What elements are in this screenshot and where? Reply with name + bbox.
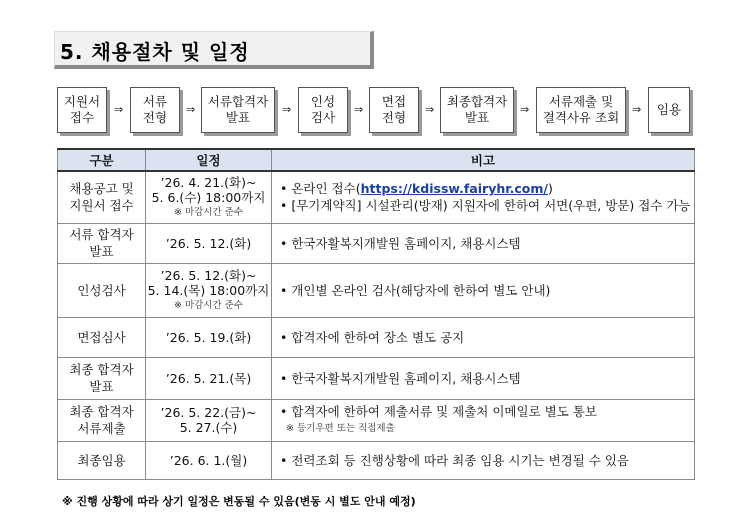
row-remarks: [272, 441, 695, 479]
flow-step-interview: [369, 87, 419, 133]
flow-arrow-icon: ⇒: [520, 103, 530, 116]
flow-step-personality-test: [298, 87, 348, 133]
flow-step-label: 인성 검사: [310, 94, 336, 125]
remark-note: ※ 등기우편 또는 직접제출: [286, 423, 395, 434]
flow-arrow-icon: ⇒: [425, 103, 435, 116]
row-remarks: [272, 357, 695, 399]
flow-step-label: 최종합격자 발표: [446, 94, 508, 125]
schedule-line: ’26. 5. 19.(화): [165, 329, 252, 345]
row-schedule: [146, 357, 272, 399]
row-remarks: [272, 399, 695, 441]
remark-line: [280, 452, 694, 469]
schedule-change-notice: ※ 진행 상황에 따라 상기 일정은 변동될 수 있음(변동 시 별도 안내 예정): [62, 495, 416, 508]
row-category: 최종 합격자 발표: [58, 357, 146, 399]
section-title: 5. 채용절차 및 일정: [60, 40, 250, 64]
application-site-link[interactable]: https://kdissw.fairyhr.com/: [360, 181, 548, 197]
remark-text: 한국자활복지개발원 홈페이지, 채용시스템: [291, 235, 521, 251]
remark-text: 합격자에 한하여 제출서류 및 제출처 이메일로 별도 통보: [291, 404, 597, 419]
row-remarks: [272, 317, 695, 357]
bullet-icon: •: [280, 329, 288, 345]
flow-step-final-result: [440, 87, 514, 133]
table-row: [58, 223, 695, 263]
remark-text: ): [547, 181, 553, 197]
row-category: 채용공고 및 지원서 접수: [58, 171, 146, 223]
row-schedule: [146, 263, 272, 317]
flow-step-document-screening: [130, 87, 180, 133]
table-row: [58, 441, 695, 479]
column-header-remarks: 비고: [272, 149, 695, 171]
flow-step-appointment: [648, 87, 690, 133]
table-row: [58, 263, 695, 317]
schedule-line: ’26. 6. 1.(월): [169, 452, 248, 468]
flow-arrow-icon: ⇒: [632, 103, 642, 116]
row-category: 인성검사: [58, 263, 146, 317]
remark-line: [280, 282, 694, 299]
schedule-line: ’26. 5. 22.(금)~: [160, 405, 257, 420]
remark-line: [280, 235, 694, 252]
row-remarks: [272, 223, 695, 263]
row-schedule: [146, 317, 272, 357]
bullet-icon: •: [280, 404, 288, 419]
bullet-icon: •: [280, 282, 288, 298]
row-category: 최종임용: [58, 441, 146, 479]
row-category: 면접심사: [58, 317, 146, 357]
flow-arrow-icon: ⇒: [114, 103, 124, 116]
schedule-line: ’26. 5. 12.(화): [165, 235, 252, 251]
remark-line: [280, 180, 694, 197]
schedule-line: ’26. 4. 21.(화)~: [160, 174, 257, 190]
table-row: [58, 399, 695, 441]
bullet-icon: •: [280, 235, 288, 251]
remark-line: [280, 197, 694, 214]
column-header-category: 구분: [58, 149, 146, 171]
recruitment-process-flow: [0, 87, 743, 135]
flow-step-label: 서류 전형: [142, 94, 168, 125]
row-schedule: [146, 441, 272, 479]
schedule-line: ’26. 5. 12.(화)~: [160, 267, 257, 283]
table-header-row: [58, 149, 695, 171]
row-category: 서류 합격자 발표: [58, 223, 146, 263]
column-header-schedule: 일정: [146, 149, 272, 171]
remark-text: 전력조회 등 진행상황에 따라 최종 임용 시기는 변경될 수 있음: [291, 452, 629, 468]
flow-step-document-submission: [536, 87, 626, 133]
remark-text: 한국자활복지개발원 홈페이지, 채용시스템: [291, 370, 521, 386]
bullet-icon: •: [280, 181, 288, 197]
remark-line: [280, 403, 694, 420]
schedule-table: [57, 148, 695, 480]
flow-arrow-icon: ⇒: [282, 103, 292, 116]
bullet-icon: •: [280, 452, 288, 468]
section-title-block: [54, 31, 378, 73]
table-row: [58, 357, 695, 399]
flow-step-label: 서류제출 및 결격사유 조회: [542, 94, 620, 125]
table-row: [58, 317, 695, 357]
bullet-icon: •: [280, 198, 288, 214]
flow-step-label: 면접 전형: [381, 94, 407, 125]
row-schedule: [146, 171, 272, 223]
flow-step-label: 지원서 접수: [63, 94, 101, 125]
remark-line: [280, 329, 694, 346]
row-remarks: [272, 171, 695, 223]
flow-arrow-icon: ⇒: [354, 103, 364, 116]
schedule-line: 5. 27.(수): [179, 420, 238, 435]
row-schedule: [146, 223, 272, 263]
flow-step-document-result: [201, 87, 275, 133]
row-category: 최종 합격자 서류제출: [58, 399, 146, 441]
bullet-icon: •: [280, 370, 288, 386]
schedule-line: ’26. 5. 21.(목): [165, 370, 252, 386]
remark-line: [280, 370, 694, 387]
schedule-line: 5. 14.(목) 18:00까지: [147, 282, 270, 298]
remark-text: [무기계약직] 시설관리(방재) 지원자에 한하여 서면(우편, 방문) 접수 가능: [291, 198, 691, 214]
flow-step-label: 서류합격자 발표: [207, 94, 269, 125]
remark-text: 개인별 온라인 검사(해당자에 한하여 별도 안내): [291, 282, 551, 298]
row-schedule: [146, 399, 272, 441]
remark-text: 온라인 접수(: [291, 181, 361, 197]
flow-step-application: [57, 87, 107, 133]
schedule-line: 5. 6.(수) 18:00까지: [151, 189, 266, 205]
schedule-note: ※ 마감시간 준수: [173, 299, 244, 311]
remark-text: 합격자에 한하여 장소 별도 공지: [291, 329, 465, 345]
flow-arrow-icon: ⇒: [186, 103, 196, 116]
table-row: [58, 171, 695, 223]
schedule-note: ※ 마감시간 준수: [173, 206, 244, 218]
row-remarks: [272, 263, 695, 317]
flow-step-label: 임용: [656, 102, 682, 117]
